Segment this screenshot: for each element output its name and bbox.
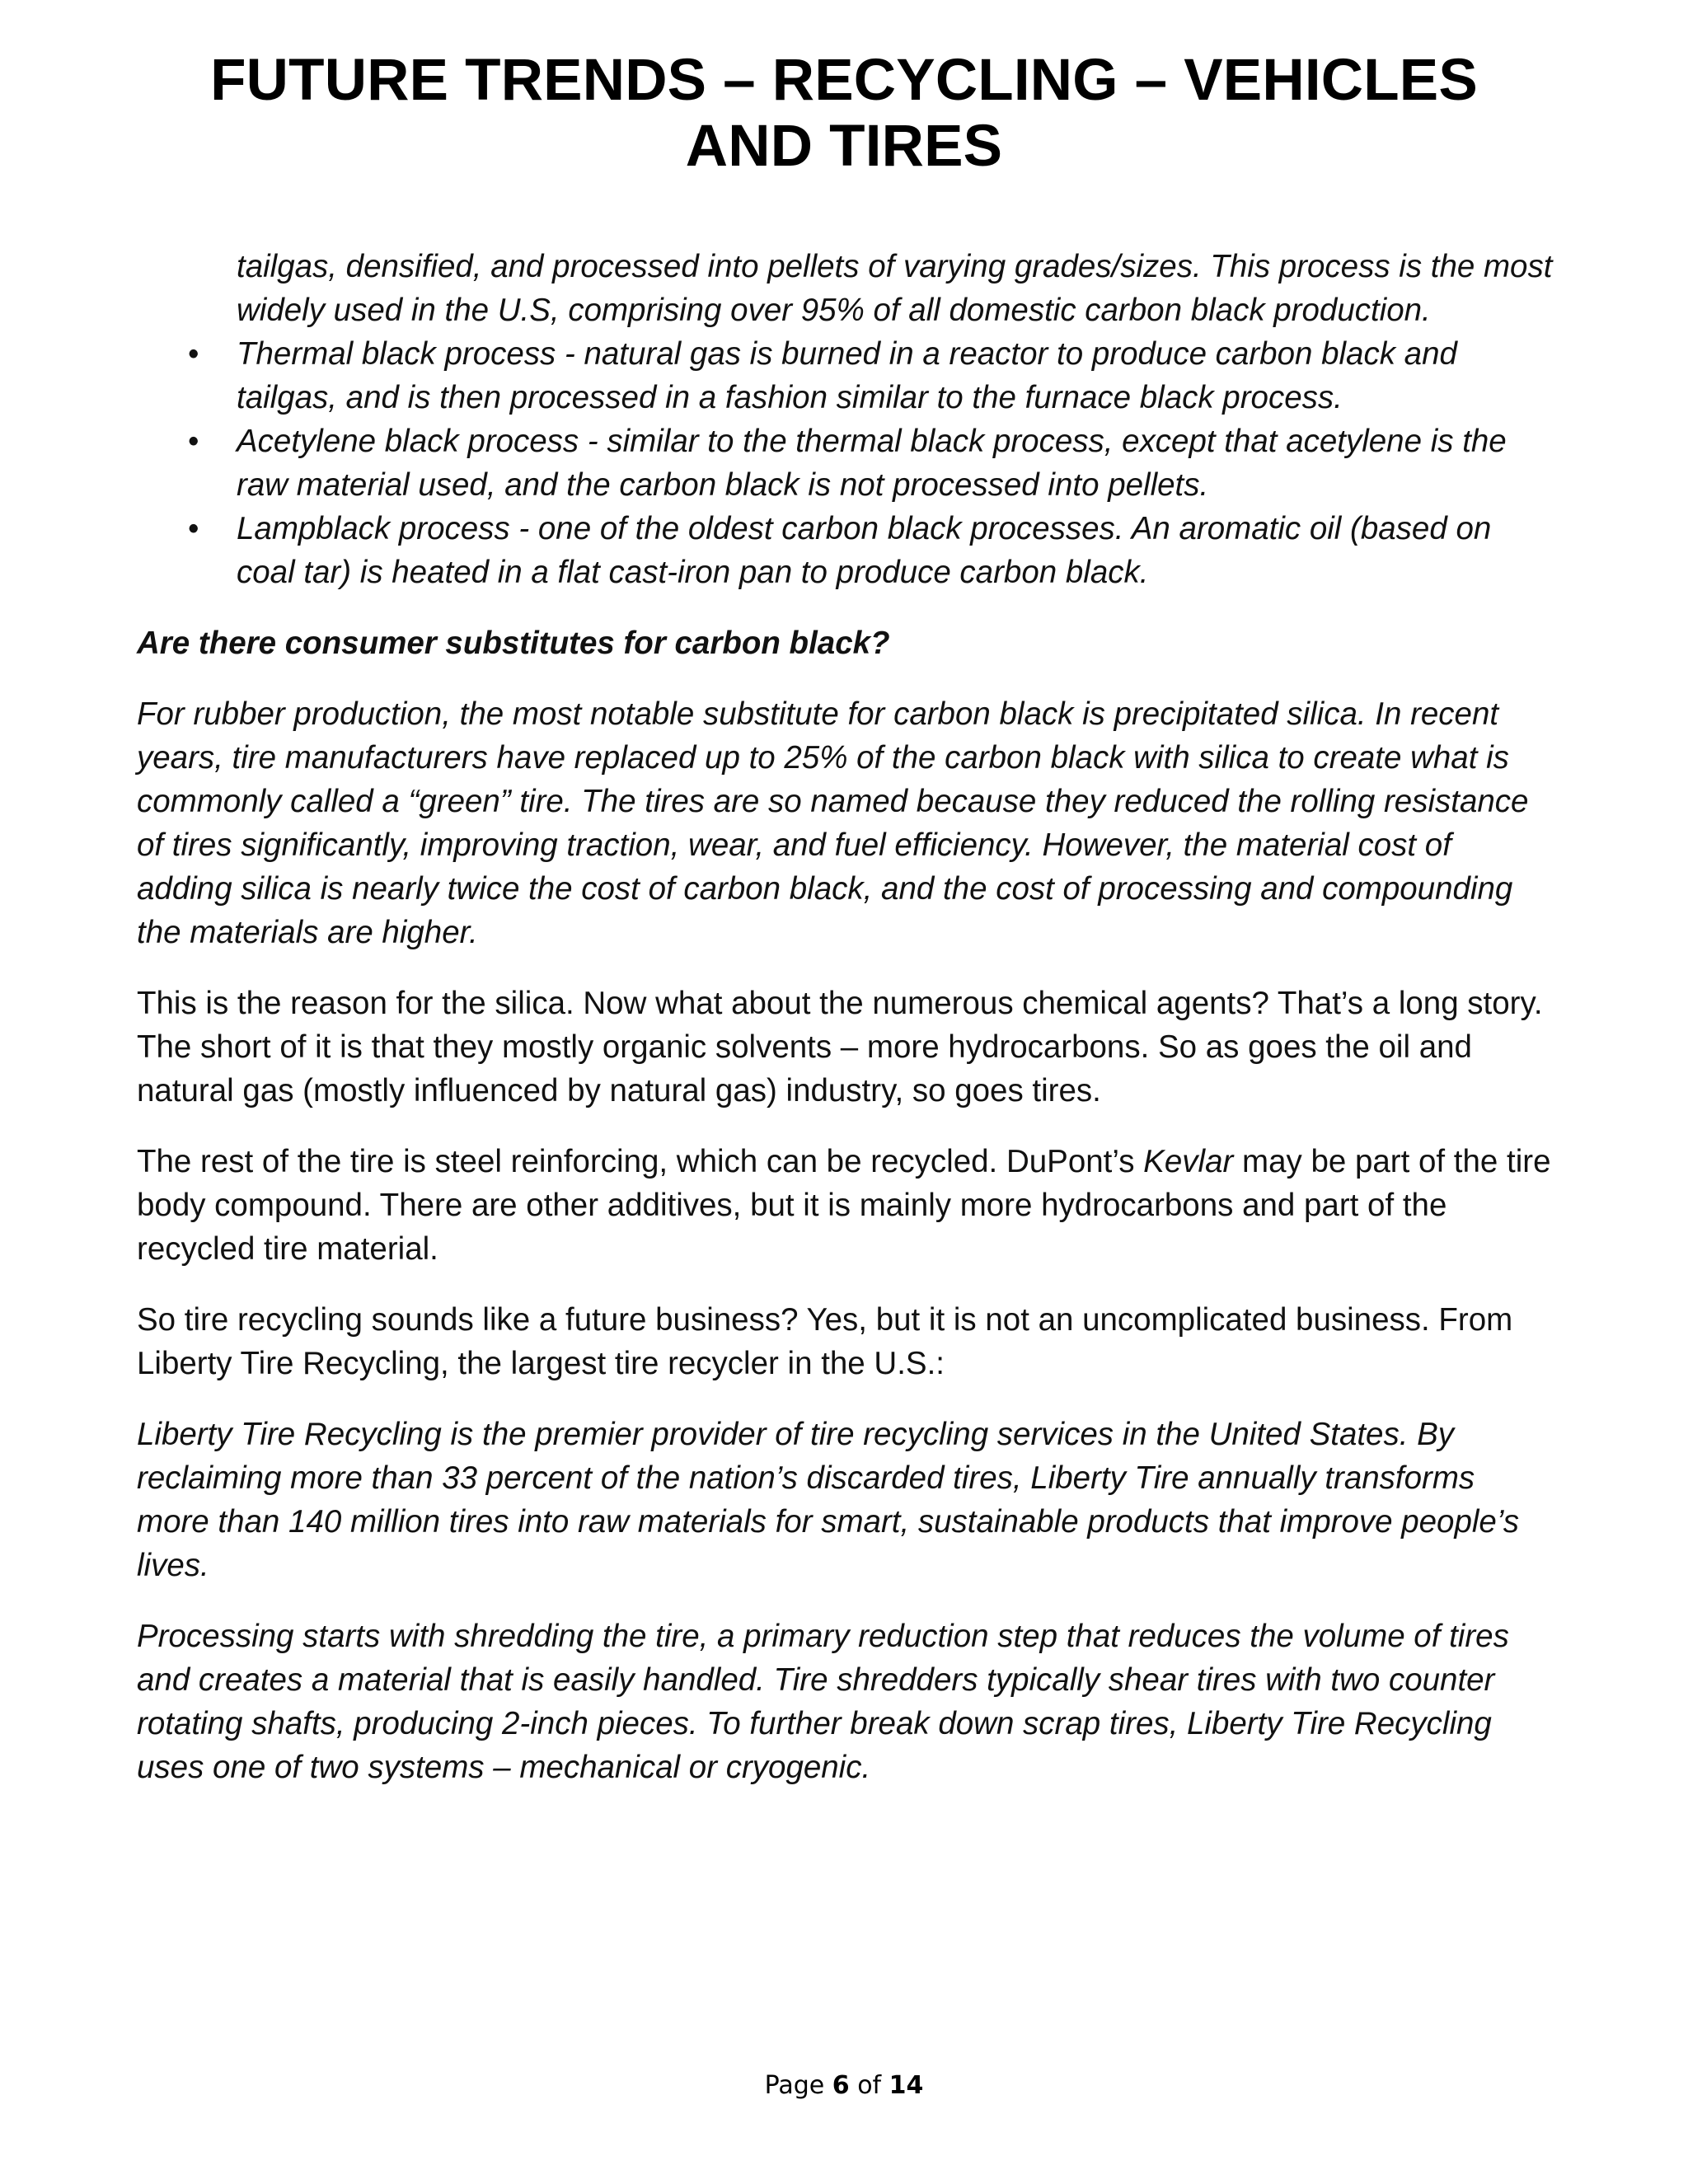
question-heading: Are there consumer substitutes for carbon black?: [137, 626, 890, 661]
steel-text-after: may be part of the tire body compound. There are other additives, but it is mainly more hydrocarbons and part of the recycled tire material.: [137, 1144, 1551, 1267]
process-bullet-list: [137, 332, 1554, 594]
page-number: 6: [832, 2071, 850, 2100]
silica-paragraph: This is the reason for the silica. Now what about the numerous chemical agents? That’s a long story. The short of it is that they mostly organic solvents – more hydrocarbons. So as goes the oil and natural gas (mostly influenced by natural gas) industry, so goes tires.: [137, 986, 1543, 1108]
steel-text-before: The rest of the tire is steel reinforcing, which can be recycled. DuPont’s: [137, 1144, 1144, 1179]
bullet-text: Thermal black process - natural gas is burned in a reactor to produce carbon black and tailgas, and is then processed in a fashion similar to the furnace black process.: [237, 336, 1457, 415]
document-body: [137, 245, 1554, 1816]
liberty-quote-paragraph: Liberty Tire Recycling is the premier provider of tire recycling services in the United States. By reclaiming more than 33 percent of the nation’s discarded tires, Liberty Tire annually transforms more than 140 million tires into raw materials for smart, sustainable products that improve people’s lives.: [137, 1417, 1519, 1583]
processing-quote-paragraph: Processing starts with shredding the tire, a primary reduction step that reduces the volume of tires and creates a material that is easily handled. Tire shredders typically shear tires with two counter rotating shafts, producing 2-inch pieces. To further break down scrap tires, Liberty Tire Recycling uses one of two systems – mechanical or cryogenic.: [137, 1619, 1509, 1785]
page-footer: [0, 2069, 1688, 2102]
continued-bullet-text: tailgas, densified, and processed into pellets of varying grades/sizes. This process is the most widely used in the U.S, comprising over 95% of all domestic carbon black production.: [237, 249, 1553, 328]
kevlar-term: Kevlar: [1143, 1144, 1234, 1179]
page-word: Page: [764, 2071, 825, 2100]
bullet-text: Lampblack process - one of the oldest carbon black processes. An aromatic oil (based on coal tar) is heated in a flat cast-iron pan to produce carbon black.: [237, 511, 1492, 590]
business-paragraph: So tire recycling sounds like a future business? Yes, but it is not an uncomplicated business. From Liberty Tire Recycling, the largest tire recycler in the U.S.:: [137, 1302, 1513, 1381]
of-word: of: [857, 2071, 882, 2100]
steel-paragraph: [137, 1140, 1554, 1271]
bullet-dot-icon: •: [188, 336, 199, 372]
bullet-dot-icon: •: [188, 424, 199, 459]
bullet-dot-icon: •: [188, 511, 199, 546]
page-title: FUTURE TRENDS – RECYCLING – VEHICLES AND TIRES: [210, 48, 1478, 179]
answer-paragraph: For rubber production, the most notable substitute for carbon black is precipitated silica. In recent years, tire manufacturers have replaced up to 25% of the carbon black with silica to create what is commonly called a “green” tire. The tires are so named because they reduced the rolling resistance of tires significantly, improving traction, wear, and fuel efficiency. However, the material cost of adding silica is nearly twice the cost of carbon black, and the cost of processing and compounding the materials are higher.: [137, 696, 1529, 950]
bullet-item-acetylene: [137, 419, 1554, 507]
bullet-item-thermal: [137, 332, 1554, 419]
bullet-item-lampblack: [137, 507, 1554, 594]
bullet-text: Acetylene black process - similar to the thermal black process, except that acetylene is the raw material used, and the carbon black is not processed into pellets.: [237, 424, 1507, 503]
total-pages: 14: [889, 2071, 924, 2100]
